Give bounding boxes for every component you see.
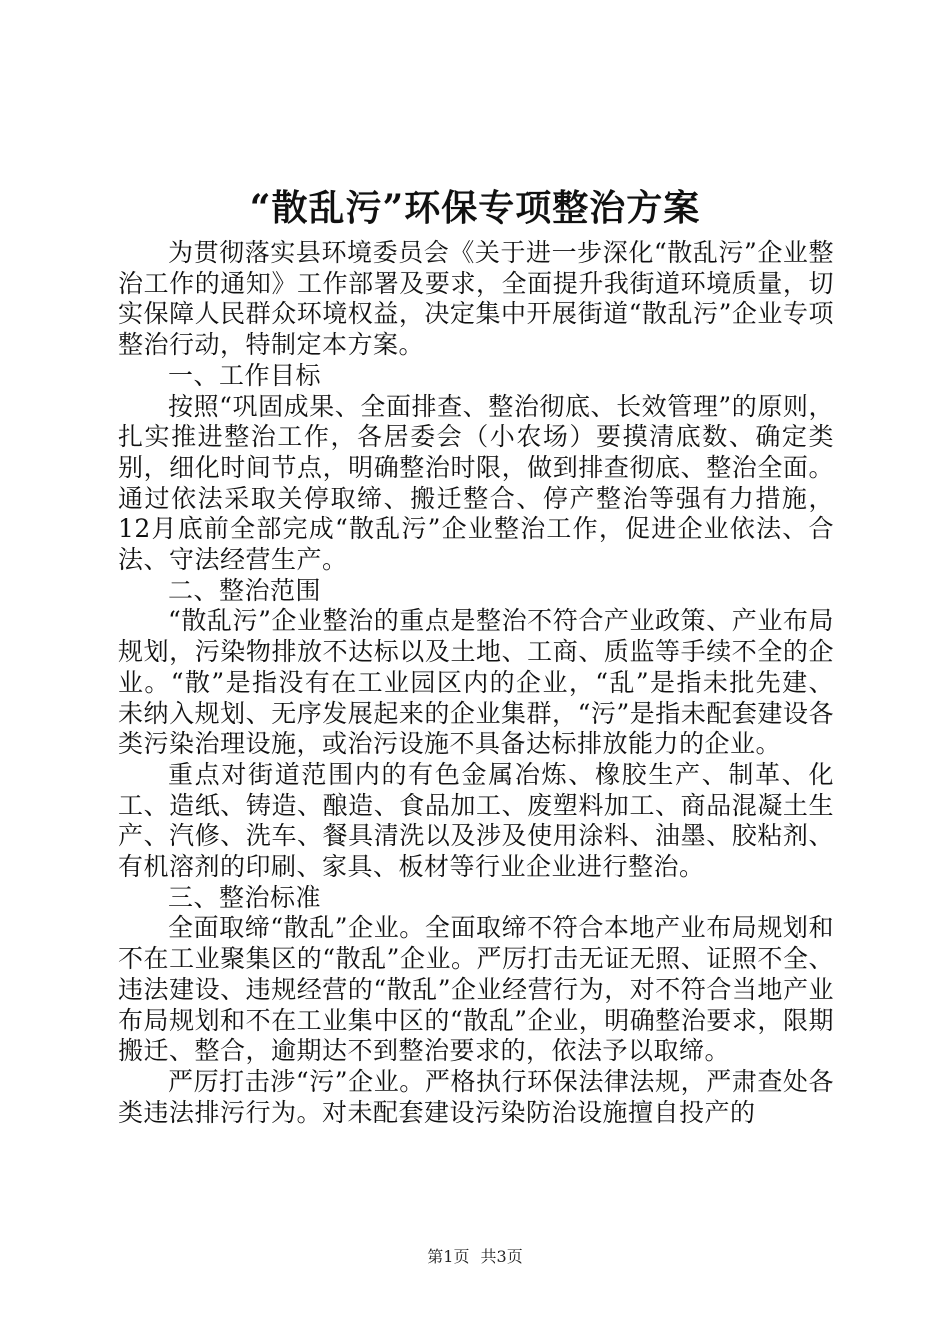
document-title: “散乱污”环保专项整治方案 (249, 187, 701, 229)
goals-paragraph: 按照“巩固成果、全面排查、整治彻底、长效管理”的原则，扎实推进整治工作，各居委会（小农场）要摸清底数、确定类别，细化时间节点，明确整治时限，做到排查彻底、整治全面。通过依法采取关停取缔、搬迁整合、停产整治等强有力措施，12月底前全部完成“散乱污”企业整治工作，促进企业依法、合法、守法经营生产。 (118, 391, 834, 575)
document-body (118, 238, 834, 1128)
page-total: 共3页 (480, 1247, 523, 1266)
intro-paragraph: 为贯彻落实县环境委员会《关于进一步深化“散乱污”企业整治工作的通知》工作部署及要求，全面提升我街道环境质量，切实保障人民群众环境权益，决定集中开展街道“散乱污”企业专项整治行动，特制定本方案。 (118, 238, 834, 360)
scope-industries-paragraph: 重点对街道范围内的有色金属冶炼、橡胶生产、制革、化工、造纸、铸造、酿造、食品加工、废塑料加工、商品混凝土生产、汽修、洗车、餐具清洗以及涉及使用涂料、油墨、胶粘剂、有机溶剂的印刷、家具、板材等行业企业进行整治。 (118, 759, 834, 882)
section-heading-scope: 二、整治范围 (168, 575, 322, 605)
standards-paragraph-2: 严厉打击涉“污”企业。严格执行环保法律法规，严肃查处各类违法排污行为。对未配套建设污染防治设施擅自投产的 (118, 1066, 834, 1127)
section-heading-standards: 三、整治标准 (168, 882, 322, 912)
scope-paragraph: “散乱污”企业整治的重点是整治不符合产业政策、产业布局规划，污染物排放不达标以及土地、工商、质监等手续不全的企业。“散”是指没有在工业园区内的企业，“乱”是指未批先建、未纳入规划、无序发展起来的企业集群，“污”是指未配套建设各类污染治理设施，或治污设施不具备达标排放能力的企业。 (118, 606, 834, 759)
standards-paragraph-1: 全面取缔“散乱”企业。全面取缔不符合本地产业布局规划和不在工业聚集区的“散乱”企业。严厉打击无证无照、证照不全、违法建设、违规经营的“散乱”企业经营行为，对不符合当地产业布局规划和不在工业集中区的“散乱”企业，明确整治要求，限期搬迁、整合，逾期达不到整治要求的，依法予以取缔。 (118, 913, 834, 1066)
section-heading-goals: 一、工作目标 (168, 360, 322, 390)
page-number: 第1页 (427, 1247, 470, 1266)
page-footer (0, 1244, 950, 1267)
